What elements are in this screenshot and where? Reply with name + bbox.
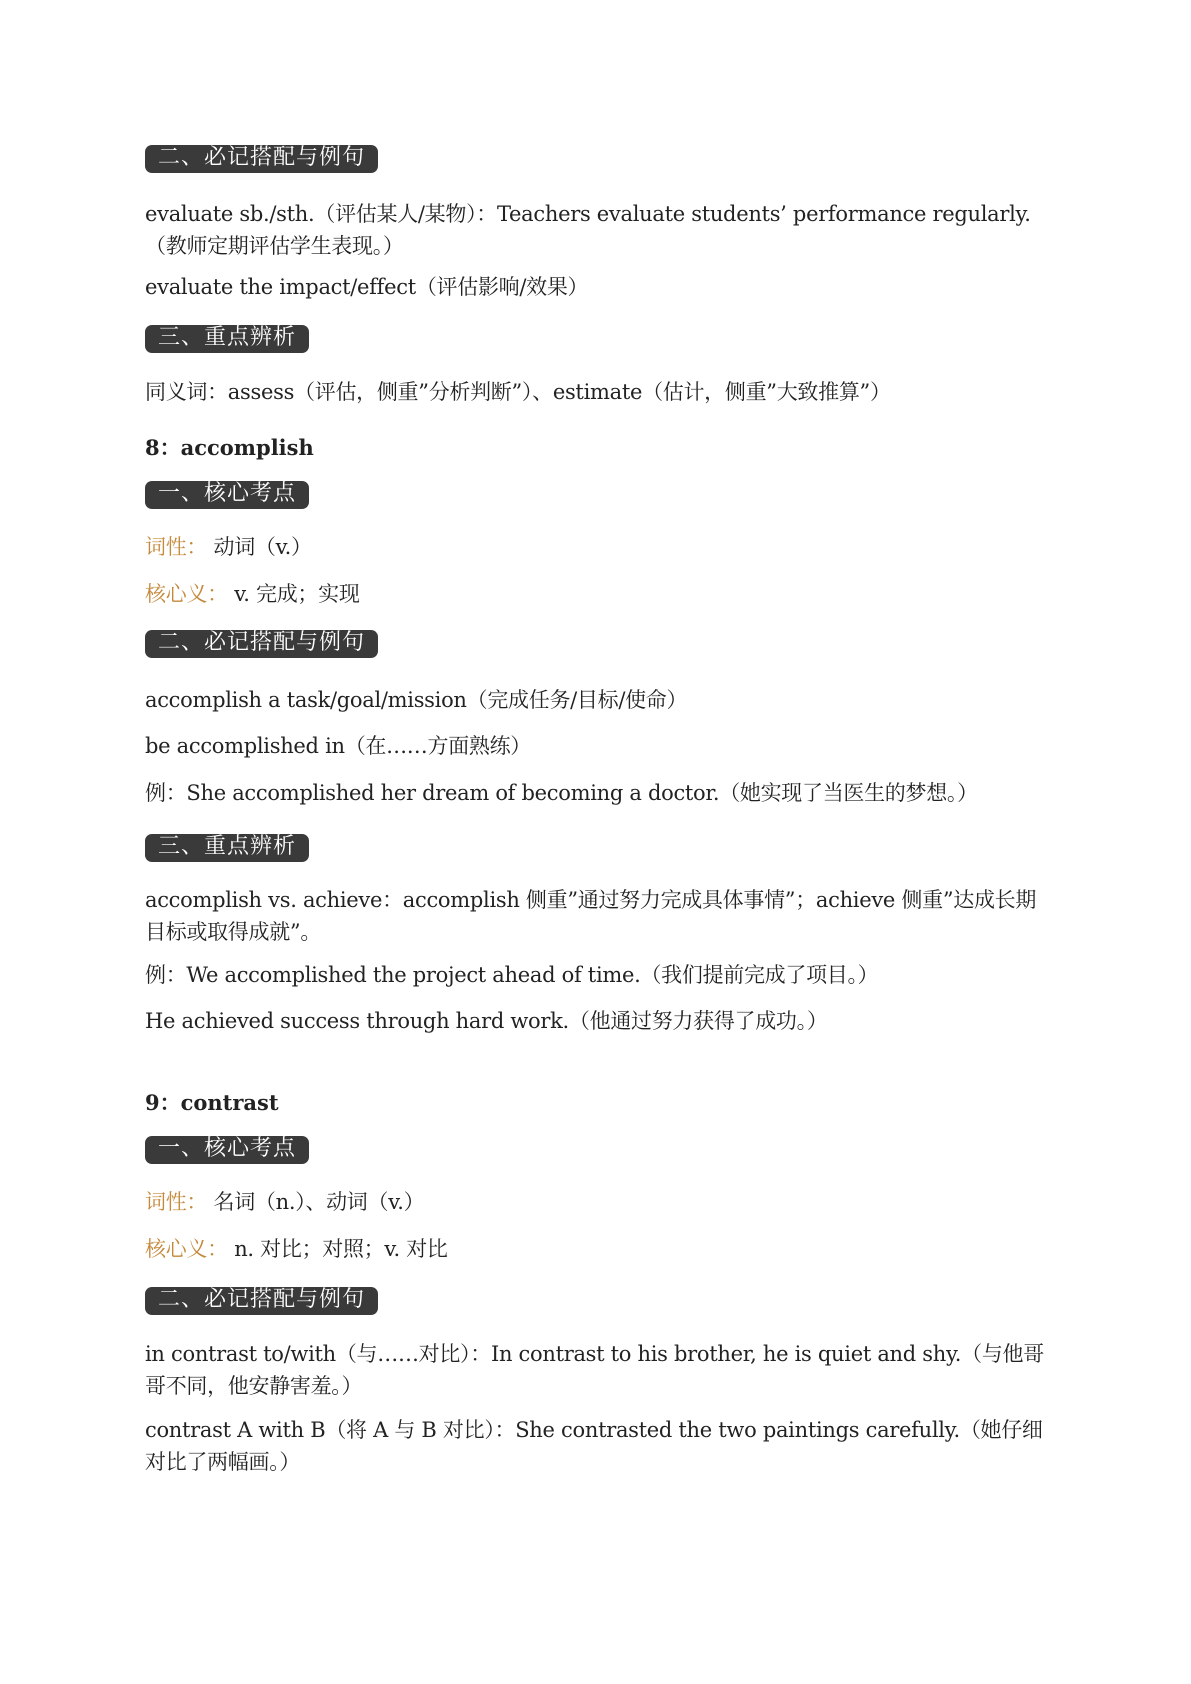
word-heading-contrast: 9：contrast — [145, 1090, 279, 1115]
evaluate-synonyms: 同义词：assess（评估，侧重”分析判断”）、estimate（估计，侧重”大致推算”） — [145, 380, 891, 404]
evaluate-collocation-1: evaluate sb./sth.（评估某人/某物）：Teachers evaluate students’ performance regularly.（教师定期评估学生表现。） — [145, 202, 1031, 258]
section-tag-analysis: 三、重点辨析 — [145, 325, 309, 353]
meaning-value: v. 完成；实现 — [234, 582, 360, 606]
meaning-label: 核心义： — [145, 1237, 228, 1261]
accomplish-example-1: 例：She accomplished her dream of becoming a doctor.（她实现了当医生的梦想。） — [145, 781, 978, 805]
accomplish-analysis-1: accomplish vs. achieve：accomplish 侧重”通过努力完成具体事情”；achieve 侧重”达成长期目标或取得成就”。 — [145, 888, 1037, 944]
meaning-value: n. 对比；对照；v. 对比 — [234, 1237, 448, 1261]
contrast-collocation-2: contrast A with B（将 A 与 B 对比）：She contrasted the two paintings carefully.（她仔细对比了两幅画。） — [145, 1418, 1043, 1474]
pos-value: 动词（v.） — [213, 535, 312, 559]
accomplish-analysis-2: 例：We accomplished the project ahead of time.（我们提前完成了项目。） — [145, 963, 879, 987]
section-tag-collocations: 二、必记搭配与例句 — [145, 1287, 378, 1315]
section-tag-core: 一、核心考点 — [145, 1136, 309, 1164]
section-tag-collocations: 二、必记搭配与例句 — [145, 630, 378, 658]
word-heading-accomplish: 8：accomplish — [145, 435, 314, 460]
meaning-label: 核心义： — [145, 582, 228, 606]
accomplish-pos-line — [145, 531, 1050, 563]
pos-value: 名词（n.）、动词（v.） — [213, 1190, 425, 1214]
evaluate-analysis-section — [145, 325, 1050, 353]
section-tag-core: 一、核心考点 — [145, 481, 309, 509]
contrast-collocations-section — [145, 1287, 1050, 1315]
evaluate-collocations-section — [145, 145, 1050, 173]
contrast-pos-line — [145, 1186, 1050, 1218]
accomplish-collocation-2: be accomplished in（在……方面熟练） — [145, 734, 532, 758]
accomplish-analysis-section — [145, 834, 1050, 862]
accomplish-analysis-3: He achieved success through hard work.（他通过努力获得了成功。） — [145, 1009, 828, 1033]
contrast-core-section — [145, 1136, 1050, 1164]
evaluate-collocation-2: evaluate the impact/effect（评估影响/效果） — [145, 275, 589, 299]
pos-label: 词性： — [145, 535, 208, 559]
accomplish-collocation-1: accomplish a task/goal/mission（完成任务/目标/使命） — [145, 688, 688, 712]
accomplish-collocations-section — [145, 630, 1050, 658]
contrast-collocation-1: in contrast to/with（与……对比）：In contrast to his brother, he is quiet and shy.（与他哥哥不同，他安静害羞。） — [145, 1342, 1044, 1398]
section-tag-analysis: 三、重点辨析 — [145, 834, 309, 862]
accomplish-core-section — [145, 481, 1050, 509]
pos-label: 词性： — [145, 1190, 208, 1214]
contrast-meaning-line — [145, 1233, 1050, 1265]
section-tag-collocations: 二、必记搭配与例句 — [145, 145, 378, 173]
accomplish-meaning-line — [145, 578, 1050, 610]
